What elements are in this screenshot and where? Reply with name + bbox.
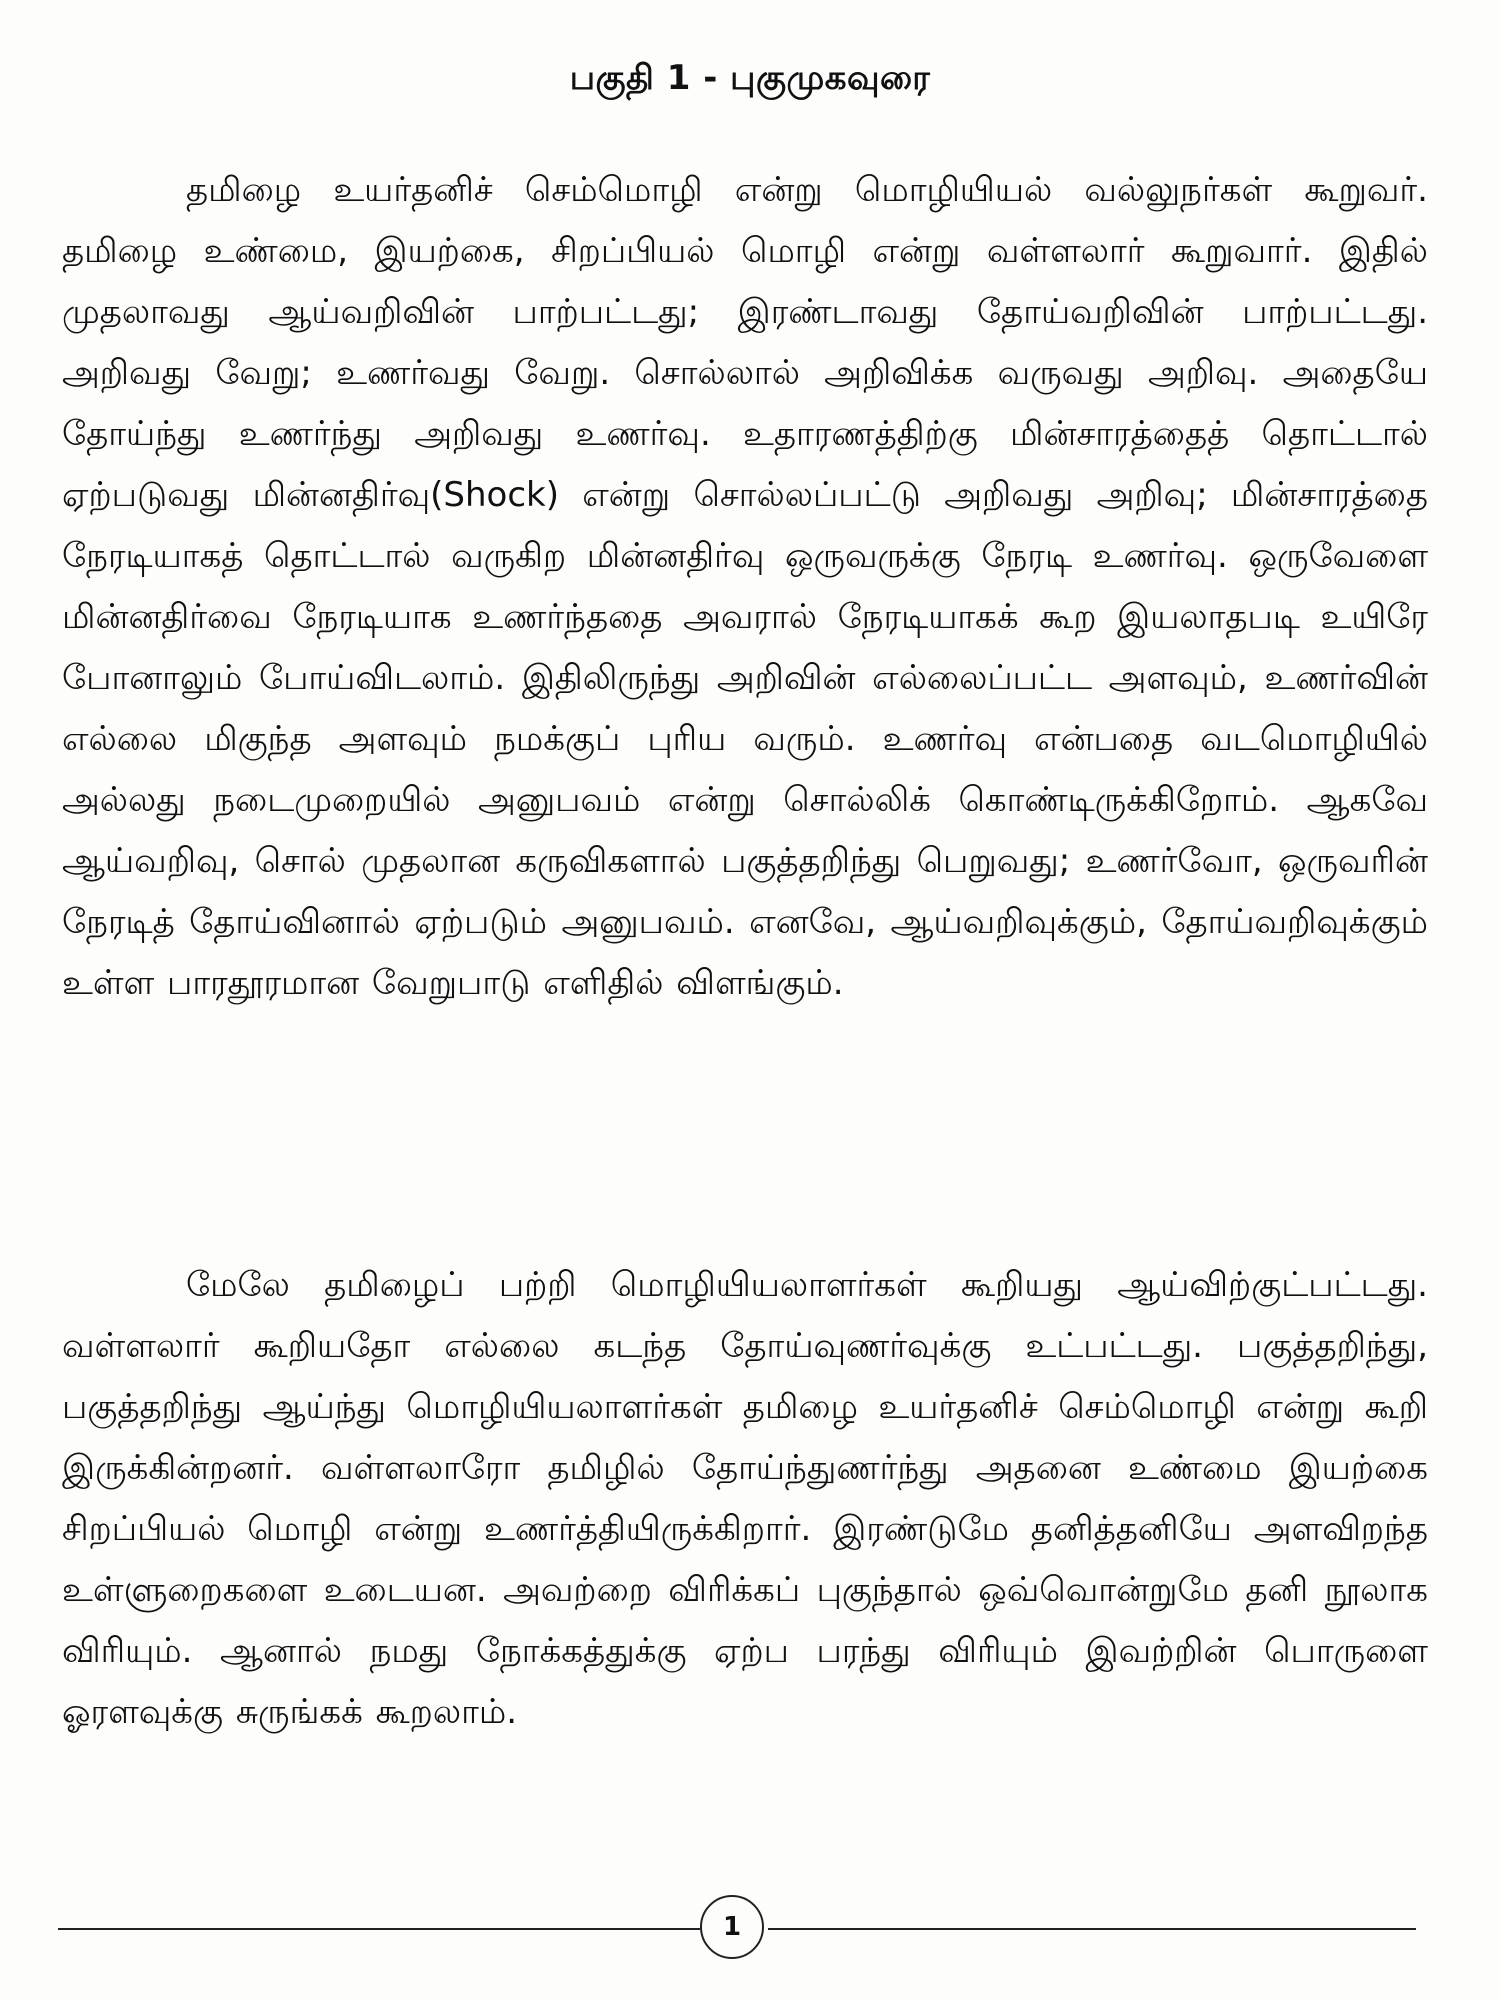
page-title: பகுதி 1 - புகுமுகவுரை (569, 58, 931, 98)
page-number-badge: 1 (700, 1895, 764, 1959)
footer-divider-left (58, 1928, 700, 1930)
paragraph-1: தமிழை உயர்தனிச் செம்மொழி என்று மொழியியல் வல்லுநர்கள் கூறுவர். தமிழை உண்மை, இயற்கை, சிறப்பியல் மொழி என்று வள்ளலார் கூறுவார். இதில் முதலாவது ஆய்வறிவின் பாற்பட்டது; இரண்டாவது தோய்வறிவின் பாற்பட்டது. அறிவது வேறு; உணர்வது வேறு. சொல்லால் அறிவிக்க வருவது அறிவு. அதையே தோய்ந்து உணர்ந்து அறிவது உணர்வு. உதாரணத்திற்கு மின்சாரத்தைத் தொட்டால் ஏற்படுவது மின்னதிர்வு(Shock) என்று சொல்லப்பட்டு அறிவது அறிவு; மின்சாரத்தை நேரடியாகத் தொட்டால் வருகிற மின்னதிர்வு ஒருவருக்கு நேரடி உணர்வு. ஒருவேளை மின்னதிர்வை நேரடியாக உணர்ந்ததை அவரால் நேரடியாகக் கூற இயலாதபடி உயிரே போனாலும் போய்விடலாம். இதிலிருந்து அறிவின் எல்லைப்பட்ட அளவும், உணர்வின் எல்லை மிகுந்த அளவும் நமக்குப் புரிய வரும். உணர்வு என்பதை வடமொழியில் அல்லது நடைமுறையில் அனுபவம் என்று சொல்லிக் கொண்டிருக்கிறோம். ஆகவே ஆய்வறிவு, சொல் முதலான கருவிகளால் பகுத்தறிந்து பெறுவது; உணர்வோ, ஒருவரின் நேரடித் தோய்வினால் ஏற்படும் அனுபவம். எனவே, ஆய்வறிவுக்கும், தோய்வறிவுக்கும் உள்ள பாரதூரமான வேறுபாடு எளிதில் விளங்கும். (62, 170, 1428, 1003)
paragraph-2-container (62, 1255, 1428, 1743)
paragraph-2: மேலே தமிழைப் பற்றி மொழியியலாளர்கள் கூறியது ஆய்விற்குட்பட்டது. வள்ளலார் கூறியதோ எல்லை கடந்த தோய்வுணர்வுக்கு உட்பட்டது. பகுத்தறிந்து, பகுத்தறிந்து ஆய்ந்து மொழியியலாளர்கள் தமிழை உயர்தனிச் செம்மொழி என்று கூறி இருக்கின்றனர். வள்ளலாரோ தமிழில் தோய்ந்துணர்ந்து அதனை உண்மை இயற்கை சிறப்பியல் மொழி என்று உணர்த்தியிருக்கிறார். இரண்டுமே தனித்தனியே அளவிறந்த உள்ளுறைகளை உடையன. அவற்றை விரிக்கப் புகுந்தால் ஒவ்வொன்றுமே தனி நூலாக விரியும். ஆனால் நமது நோக்கத்துக்கு ஏற்ப பரந்து விரியும் இவற்றின் பொருளை ஓரளவுக்கு சுருங்கக் கூறலாம். (62, 1265, 1428, 1732)
paragraph-1-container (62, 160, 1428, 1014)
footer-divider-right (768, 1928, 1416, 1930)
